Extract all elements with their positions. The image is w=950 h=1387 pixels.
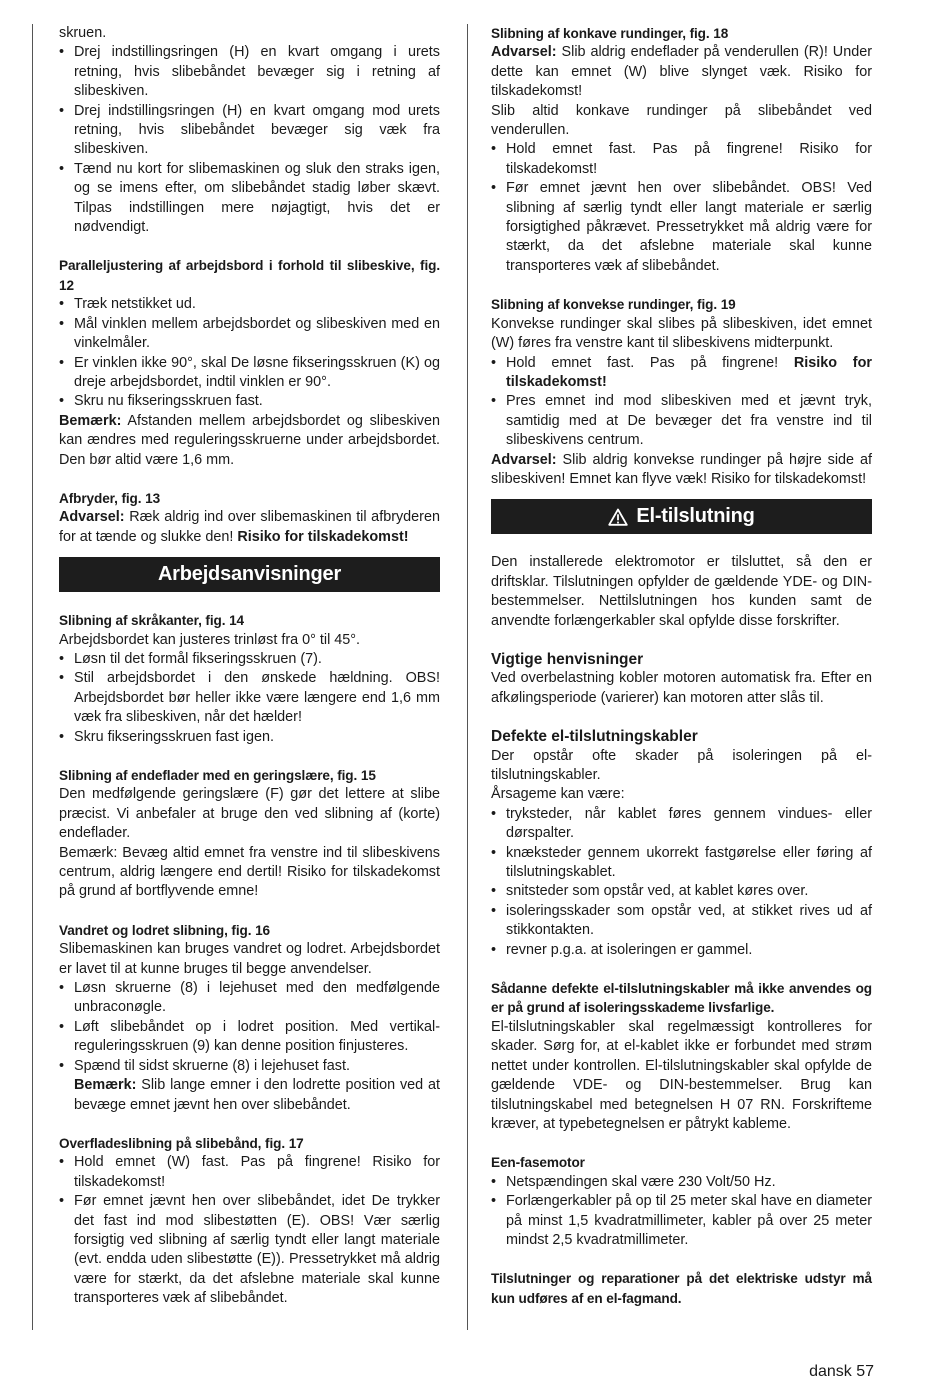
defect-heading: Defekte el-tilslutningskabler <box>491 728 698 746</box>
item-text: Hold emnet fast. Pas på fingrene! <box>506 354 794 371</box>
list-item: • Skru fikseringsskruen fast igen. <box>59 728 440 747</box>
list-item: • Spænd til sidst skruerne (8) i lejehuset fast. <box>59 1057 440 1076</box>
parallel-list <box>59 295 440 411</box>
list-item: • Løsn skruerne (8) i lejehuset med den medfølgende unbraconøgle. <box>59 979 440 1018</box>
list-item: • Mål vinklen mellem arbejdsbordet og slibeskiven med en vinkelmåler. <box>59 315 440 354</box>
convex-text: Konvekse rundinger skal slibes på slibeskiven, idet emnet (W) føres fra venstre kant til slibeskivens midterpunkt. <box>491 315 872 352</box>
concave-list <box>491 140 872 276</box>
defect-text: Der opstår ofte skader på isoleringen på el-tilslutningskabler. <box>491 747 872 783</box>
list-item: • tryksteder, når kablet føres gennem vindues- eller dørspalter. <box>491 805 872 844</box>
bevel-heading: Slibning af skråkanter, fig. 14 <box>59 613 245 629</box>
list-item: • Løft slibebåndet op i lodret position. Med vertikal-reguleringsskruen (9) kan denne position finjusteres. <box>59 1018 440 1057</box>
bevel-text: Arbejdsbordet kan justeres trinløst fra 0° til 45°. <box>59 631 361 648</box>
concave-warning <box>491 43 872 101</box>
note-text: Slib lange emner i den lodrette position ved at bevæge emnet jævnt hen over slibebåndet. <box>74 1077 440 1113</box>
switch-heading: Afbryder, fig. 13 <box>59 490 161 506</box>
list-item: • knæksteder gennem ukorrekt fastgørelse eller føring af tilslutningskablet. <box>491 844 872 883</box>
concave-text: Slib altid konkave rundinger på slibebåndet ved venderullen. <box>491 102 872 139</box>
end-heading: Slibning af endeflader med en geringslære, fig. 15 <box>59 768 376 783</box>
list-item: • Hold emnet (W) fast. Pas på fingrene! Risiko for tilskadekomst! <box>59 1153 440 1192</box>
list-item: • Skru nu fikseringsskruen fast. <box>59 392 440 411</box>
warning-label: Advarsel: <box>491 451 557 468</box>
hv-note <box>59 1076 440 1115</box>
page-footer: dansk 57 <box>809 1363 874 1380</box>
list-item: • Træk netstikket ud. <box>59 295 440 314</box>
convex-heading: Slibning af konvekse rundinger, fig. 19 <box>491 297 736 313</box>
warning-emphasis: Risiko for tilskadekomst! <box>237 528 409 545</box>
defect-causes-intro: Årsageme kan være: <box>491 786 625 803</box>
bevel-list <box>59 650 440 747</box>
important-heading: Vigtige henvisninger <box>491 650 644 668</box>
right-column <box>491 24 872 1308</box>
list-item: • Stil arbejdsbordet i den ønskede hældning. OBS! Arbejdsbordet bør heller ikke være længere end 1,6 mm væk fra slibeskiven, når det hælder! <box>59 669 440 727</box>
list-item: • Tænd nu kort for slibemaskinen og sluk den straks igen, og se imens efter, om slibebåndet stadig løber skævt. Tilpas indstillingen mere nøjagtigt, hvis det er nødvendigt. <box>59 160 440 238</box>
hv-text: Slibemaskinen kan bruges vandret og lodret. Arbejdsbordet er lavet til at kunne bruges til begge anvendelser. <box>59 941 440 977</box>
list-item: • Drej indstillingsringen (H) en kvart omgang mod urets retning, hvis slibebåndet bevæger sig væk fra slibeskiven. <box>59 102 440 160</box>
defect-list <box>491 805 872 960</box>
list-item: • Hold emnet fast. Pas på fingrene! Risiko for tilskadekomst! <box>491 140 872 179</box>
item-emphasis: Risiko for tilskadekomst! <box>506 354 872 390</box>
warning-label: Advarsel: <box>59 509 125 526</box>
note-label: Bemærk: <box>59 412 122 429</box>
list-item: • Før emnet jævnt hen over slibebåndet. OBS! Ved slibning af særlig tyndt eller langt materiale er særlig forsigtighed påkrævet. Pressetrykket må aldrig være for stærkt, da det afslebne materiale skal kunne transporteres væk af slibebåndet. <box>491 179 872 276</box>
end-text: Den medfølgende geringslære (F) gør det lettere at slibe præcist. Vi anbefaler at bruge den ved slibning af (korte) endeflader. <box>59 786 440 842</box>
convex-list <box>491 354 872 451</box>
list-item: • Før emnet jævnt hen over slibebåndet, idet De trykker det fast ind mod slibestøtten (E). OBS! Vær særlig forsigtig ved slibning af særlig tyndt eller langt materiale (evt. endda uden slibestøtte (E)). Pressetrykket må aldrig være for stærkt, da det afslebne materiale skal kunne transporteres væk af slibebåndet. <box>59 1192 440 1308</box>
parallel-heading: Paralleljustering af arbejdsbord i forhold til slibeskive, fig. 12 <box>59 258 440 293</box>
list-item: • revner p.g.a. at isoleringen er gammel. <box>491 941 872 960</box>
warning-text: Slib aldrig endeflader på venderullen (R)! Under dette kan emnet (W) blive slynget væk. Risiko for tilskadekomst! <box>491 44 872 100</box>
section-bar-arbejdsanvisninger: Arbejdsanvisninger <box>59 557 440 592</box>
hv-heading: Vandret og lodret slibning, fig. 16 <box>59 922 270 938</box>
surface-list <box>59 1153 440 1308</box>
intro-continuation: skruen. <box>59 25 107 41</box>
end-note: Bemærk: Bevæg altid emnet fra venstre ind til slibeskivens centrum, aldrig længere end dertil! Risiko for tilskadekomst på grund af bortflyvende emne! <box>59 844 440 900</box>
list-item: • Løsn til det formål fikseringsskruen (7). <box>59 650 440 669</box>
column-divider-rule <box>467 24 468 1330</box>
warning-triangle-icon <box>608 508 628 526</box>
list-item: • Netspændingen skal være 230 Volt/50 Hz. <box>491 1173 872 1192</box>
left-margin-rule <box>32 24 33 1330</box>
motor-list <box>491 1173 872 1251</box>
surface-heading: Overfladeslibning på slibebånd, fig. 17 <box>59 1135 304 1151</box>
parallel-note <box>59 412 440 470</box>
left-column <box>59 24 440 1309</box>
section-bar-el-tilslutning <box>491 499 872 534</box>
section-bar-label: El-tilslutning <box>636 505 755 528</box>
switch-warning <box>59 508 440 547</box>
danger-heading: Sådanne defekte el-tilslutningskabler må ikke anvendes og er på grund af isoleringsskademe livsfarlige. <box>491 981 872 1016</box>
note-label: Bemærk: <box>74 1077 137 1094</box>
el-text: Den installerede elektromotor er tilsluttet, så den er driftsklar. Tilslutningen opfylder de gældende YDE- og DIN-bestemmelser. Nettilslutningen hos kunden samt de anvendte forlængerkabler skal opfylde disse forskrifter. <box>491 554 872 629</box>
list-item: • isoleringsskader som opstår ved, at stikket rives ud af stikkontakten. <box>491 902 872 941</box>
concave-heading: Slibning af konkave rundinger, fig. 18 <box>491 26 729 41</box>
convex-warning <box>491 451 872 490</box>
hv-list <box>59 979 440 1076</box>
list-item: • Drej indstillingsringen (H) en kvart omgang i urets retning, hvis slibebåndet bevæger sig i retning af slibeskiven. <box>59 43 440 101</box>
warning-label: Advarsel: <box>491 44 557 61</box>
list-item: • Er vinklen ikke 90°, skal De løsne fikseringsskruen (K) og dreje arbejdsbordet, indtil vinklen er 90°. <box>59 354 440 393</box>
list-item <box>491 354 872 393</box>
note-text: Afstanden mellem arbejdsbordet og slibeskiven kan ændres med reguleringsskruerne under arbejdsbordet. Den bør altid være 1,6 mm. <box>59 412 440 468</box>
intro-list <box>59 43 440 237</box>
final-heading: Tilslutninger og reparationer på det elektriske udstyr må kun udføres af en el-fagmand. <box>491 1271 872 1306</box>
list-item: • snitsteder som opstår ved, at kablet køres over. <box>491 882 872 901</box>
motor-heading: Een-fasemotor <box>491 1155 585 1171</box>
list-item: • Forlængerkabler på op til 25 meter skal have en diameter på minst 1,5 kvadratmillimeter, kabler på over 25 meter mindst 2,5 kvadratmillimeter. <box>491 1192 872 1250</box>
danger-text: El-tilslutningskabler skal regelmæssigt kontrolleres for skader. Sørg for, at el-kablet ikke er forbundet med strøm nettet under kontrollen. El-tilslutningskabler skal opfylde de gældende VDE- og DIN-bestemmelser. Brug kan tilslutningskabel med betegnelsen H 07 RN. Forskrifteme kræver, at typebetegnelsen er påtrykt kableme. <box>491 1018 872 1132</box>
list-item: • Pres emnet ind mod slibeskiven med et jævnt tryk, samtidig med at De bevæger det fra venstre ind til slibeskivens centrum. <box>491 392 872 450</box>
warning-text: Slib aldrig konvekse rundinger på højre side af slibeskiven! Emnet kan flyve væk! Risiko for tilskadekomst! <box>491 451 872 487</box>
important-text: Ved overbelastning kobler motoren automatisk fra. Efter en afkølingsperiode (varierer) kan motoren atter slås til. <box>491 670 872 706</box>
warning-text: Ræk aldrig ind over slibemaskinen til afbryderen for at tænde og slukke den! <box>59 509 440 545</box>
